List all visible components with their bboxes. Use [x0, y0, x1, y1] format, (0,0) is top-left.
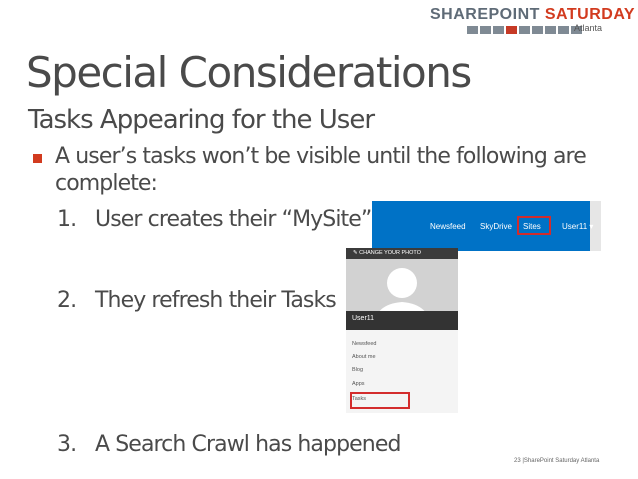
bullet-square-icon [33, 154, 42, 163]
slide-title: Special Considerations [26, 48, 471, 97]
slide-footer: 23 |SharePoint Saturday Atlanta [514, 458, 600, 464]
profile-menu-apps[interactable]: Apps [352, 381, 365, 387]
logo-square [506, 26, 517, 34]
logo-city: Atlanta [574, 23, 603, 33]
step-3 [57, 432, 401, 457]
bullet-text: A user’s tasks won’t be visible until the following are complete: [55, 144, 586, 196]
sites-highlight-box [517, 216, 551, 235]
suite-link-newsfeed[interactable]: Newsfeed [430, 222, 466, 231]
step-number: 1. [57, 207, 77, 232]
step-text: They refresh their Tasks [95, 288, 336, 313]
step-1 [57, 207, 371, 232]
logo-square [545, 26, 556, 34]
suite-link-skydrive[interactable]: SkyDrive [480, 222, 513, 231]
logo-sharepoint: SHAREPOINT [430, 6, 540, 23]
logo-square [480, 26, 491, 34]
logo-square [558, 26, 569, 34]
user-menu[interactable]: User11 ▾ [562, 222, 594, 231]
logo-squares [467, 26, 582, 34]
step-2 [57, 288, 336, 313]
profile-menu-blog[interactable]: Blog [352, 367, 364, 373]
change-photo-label[interactable]: ✎ CHANGE YOUR PHOTO [353, 250, 421, 256]
event-logo [430, 6, 635, 24]
logo-saturday: SATURDAY [544, 6, 636, 23]
profile-menu-newsfeed[interactable]: Newsfeed [352, 341, 377, 347]
profile-menu-about-me[interactable]: About me [352, 354, 376, 360]
tasks-highlight-box [350, 392, 410, 409]
logo-square [493, 26, 504, 34]
logo-square [519, 26, 530, 34]
slide-subtitle: Tasks Appearing for the User [28, 105, 375, 135]
profile-menu-tasks[interactable]: Tasks [352, 396, 367, 402]
logo-square [467, 26, 478, 34]
step-text: A Search Crawl has happened [95, 432, 401, 457]
step-number: 2. [57, 288, 77, 313]
step-text: User creates their “MySite” [95, 207, 372, 232]
logo-square [532, 26, 543, 34]
step-number: 3. [57, 432, 77, 457]
suite-link-sites[interactable]: Sites [523, 222, 541, 231]
profile-name: User11 [352, 315, 375, 322]
